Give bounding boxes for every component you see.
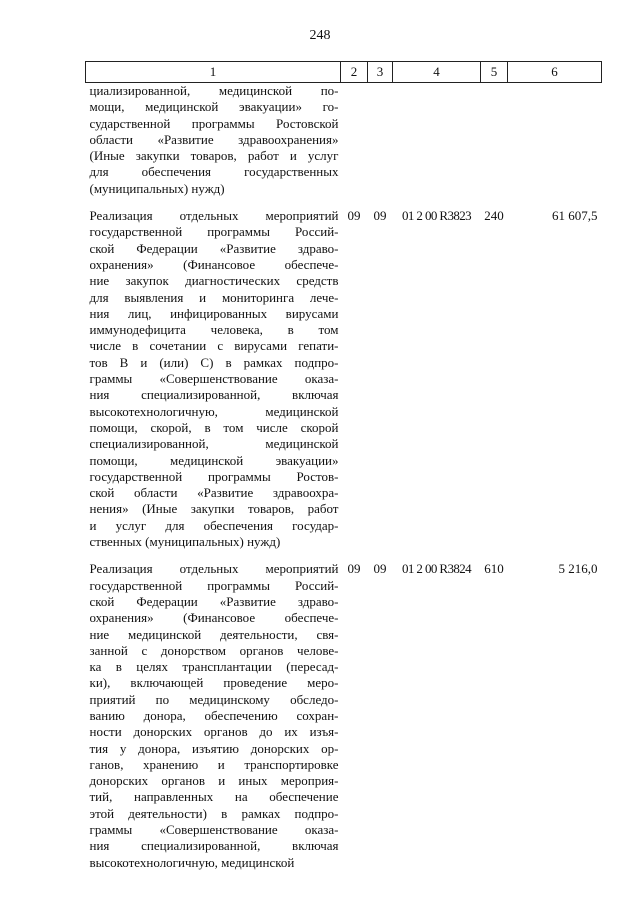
description-line: ния специализированной, включая [89, 838, 339, 854]
description-line: государственной программы Россий- [89, 577, 339, 593]
description-line: тия у донора, изъятию донорских ор- [89, 740, 339, 756]
header-col-3: 3 [368, 62, 393, 83]
row-description [86, 550, 341, 871]
description-line: охранения» (Финансовое обеспече- [89, 256, 339, 272]
description-line: государственной программы Ростов- [89, 468, 339, 484]
row-target-article [393, 83, 481, 198]
description-line: ской Федерации «Развитие здраво- [89, 240, 339, 256]
description-line: мощи, медицинской эвакуации» го- [89, 99, 339, 115]
description-line: тий, направленных на обеспечение [89, 789, 339, 805]
row-description [86, 197, 341, 550]
description-line: числе в сочетании с вирусами гепати- [89, 338, 339, 354]
header-col-1: 1 [86, 62, 341, 83]
description-line: граммы «Совершенствование оказа- [89, 822, 339, 838]
table-row [86, 550, 602, 871]
description-line: государственной программы Россий- [89, 224, 339, 240]
row-expense-type: 240 [484, 208, 504, 224]
description-line: приятий по медицинскому обследо- [89, 691, 339, 707]
description-line: (муниципальных) нужд) [89, 180, 225, 196]
row-expense-type [481, 83, 508, 198]
budget-table [85, 61, 602, 871]
description-line: ванию донора, обеспечению сохран- [89, 707, 339, 723]
description-line: ния специализированной, включая [89, 387, 339, 403]
row-section-code: 09 [347, 561, 361, 577]
description-line: ка в целях трансплантации (пересад- [89, 659, 339, 675]
row-target-article: 01 2 00 R3824 [401, 561, 472, 577]
description-line: ки), включающей проведение меро- [89, 675, 339, 691]
description-line: ственных (муниципальных) нужд) [89, 534, 281, 550]
description-line: тов В и (или) С) в рамках подпро- [89, 354, 339, 370]
description-line: ние закупок диагностических средств [89, 273, 339, 289]
row-target-article: 01 2 00 R3823 [401, 208, 472, 224]
description-line: Реализация отдельных мероприятий [89, 561, 339, 577]
row-description [86, 83, 341, 198]
row-subsection-code [368, 83, 393, 198]
description-line: граммы «Совершенствование оказа- [89, 371, 339, 387]
description-line: ние медицинской деятельности, свя- [89, 626, 339, 642]
description-line: ния лиц, инфицированных вирусами [89, 305, 339, 321]
description-line: специализированной, медицинской [89, 436, 339, 452]
row-amount [508, 83, 602, 198]
row-subsection-code: 09 [373, 208, 387, 224]
row-subsection-code: 09 [373, 561, 387, 577]
table-header-row [86, 62, 602, 83]
header-col-6: 6 [508, 62, 602, 83]
table-row [86, 197, 602, 550]
description-line: Реализация отдельных мероприятий [89, 208, 339, 224]
table-row [86, 83, 602, 198]
header-col-4: 4 [393, 62, 481, 83]
row-amount: 5 216,0 [558, 561, 598, 577]
header-col-2: 2 [341, 62, 368, 83]
description-line: охранения» (Финансовое обеспече- [89, 610, 339, 626]
description-line: ганов, хранению и транспортировке [89, 756, 339, 772]
description-line: (Иные закупки товаров, работ и услуг [89, 148, 339, 164]
description-line: для обеспечения государственных [89, 164, 339, 180]
description-line: ской области «Развитие здравоохра- [89, 485, 339, 501]
description-line: донорских органов и иных мероприя- [89, 773, 339, 789]
description-line: сударственной программы Ростовской [89, 115, 339, 131]
description-line: помощи, медицинской эвакуации» [89, 452, 339, 468]
description-line: высокотехнологичную, медицинской [89, 403, 339, 419]
description-line: занной с донорством органов челове- [89, 642, 339, 658]
table-body [86, 83, 602, 871]
description-line: этой деятельности) в рамках подпро- [89, 805, 339, 821]
page-number: 248 [309, 28, 331, 43]
description-line: для выявления и мониторинга лече- [89, 289, 339, 305]
description-line: помощи, скорой, в том числе скорой [89, 419, 339, 435]
row-amount: 61 607,5 [552, 208, 598, 224]
description-line: нения» (Иные закупки товаров, работ [89, 501, 339, 517]
description-line: ской Федерации «Развитие здраво- [89, 593, 339, 609]
row-expense-type: 610 [484, 561, 504, 577]
row-section-code [341, 83, 368, 198]
header-col-5: 5 [481, 62, 508, 83]
description-line: иммунодефицита человека, в том [89, 322, 339, 338]
description-line: области «Развитие здравоохранения» [89, 131, 339, 147]
description-line: ности донорских органов до их изъя- [89, 724, 339, 740]
description-line: циализированной, медицинской по- [89, 83, 339, 98]
row-section-code: 09 [347, 208, 361, 224]
description-line: и услуг для обеспечения государ- [89, 517, 339, 533]
description-line: высокотехнологичную, медицинской [89, 854, 295, 870]
